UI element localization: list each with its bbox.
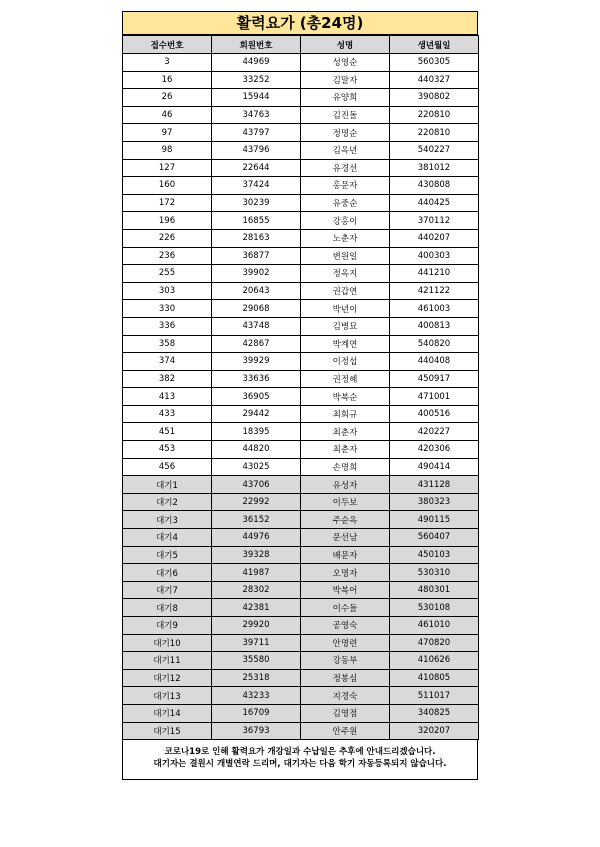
member-row bbox=[123, 89, 479, 107]
cell-member-no: 41987 bbox=[212, 564, 301, 582]
cell-name: 최춘자 bbox=[301, 441, 390, 459]
cell-birthdate: 220810 bbox=[390, 124, 479, 142]
cell-name: 유성자 bbox=[301, 476, 390, 494]
cell-birthdate: 421122 bbox=[390, 282, 479, 300]
cell-receipt-no: 330 bbox=[123, 300, 212, 318]
cell-receipt-no: 303 bbox=[123, 282, 212, 300]
waitlist-row bbox=[123, 669, 479, 687]
waitlist-row bbox=[123, 687, 479, 705]
cell-name: 문선남 bbox=[301, 529, 390, 547]
waitlist-row bbox=[123, 581, 479, 599]
cell-member-no: 39929 bbox=[212, 353, 301, 371]
cell-member-no: 22644 bbox=[212, 159, 301, 177]
cell-birthdate: 380323 bbox=[390, 493, 479, 511]
cell-member-no: 36905 bbox=[212, 388, 301, 406]
cell-member-no: 28163 bbox=[212, 229, 301, 247]
cell-birthdate: 530108 bbox=[390, 599, 479, 617]
cell-name: 최회규 bbox=[301, 405, 390, 423]
cell-name: 이수돌 bbox=[301, 599, 390, 617]
cell-name: 홍문자 bbox=[301, 177, 390, 195]
cell-name: 주순옥 bbox=[301, 511, 390, 529]
cell-name: 이두보 bbox=[301, 493, 390, 511]
waitlist-row bbox=[123, 599, 479, 617]
cell-birthdate: 490115 bbox=[390, 511, 479, 529]
cell-member-no: 30239 bbox=[212, 194, 301, 212]
cell-member-no: 18395 bbox=[212, 423, 301, 441]
cell-name: 손명희 bbox=[301, 458, 390, 476]
col-header-birthdate: 생년월일 bbox=[390, 36, 479, 54]
cell-receipt-no: 172 bbox=[123, 194, 212, 212]
member-row bbox=[123, 335, 479, 353]
cell-receipt-no: 대기13 bbox=[123, 687, 212, 705]
cell-birthdate: 450103 bbox=[390, 546, 479, 564]
cell-birthdate: 400303 bbox=[390, 247, 479, 265]
cell-name: 유양희 bbox=[301, 89, 390, 107]
cell-name: 최춘자 bbox=[301, 423, 390, 441]
cell-receipt-no: 대기3 bbox=[123, 511, 212, 529]
cell-name: 권갑연 bbox=[301, 282, 390, 300]
cell-member-no: 43233 bbox=[212, 687, 301, 705]
cell-member-no: 43797 bbox=[212, 124, 301, 142]
cell-member-no: 44969 bbox=[212, 54, 301, 72]
waitlist-row bbox=[123, 546, 479, 564]
cell-birthdate: 511017 bbox=[390, 687, 479, 705]
cell-member-no: 33636 bbox=[212, 370, 301, 388]
cell-member-no: 20643 bbox=[212, 282, 301, 300]
cell-receipt-no: 413 bbox=[123, 388, 212, 406]
cell-name: 이정섭 bbox=[301, 353, 390, 371]
cell-receipt-no: 대기5 bbox=[123, 546, 212, 564]
cell-birthdate: 540820 bbox=[390, 335, 479, 353]
member-row bbox=[123, 71, 479, 89]
cell-receipt-no: 336 bbox=[123, 317, 212, 335]
cell-name: 성영순 bbox=[301, 54, 390, 72]
cell-member-no: 39328 bbox=[212, 546, 301, 564]
cell-birthdate: 441210 bbox=[390, 265, 479, 283]
cell-name: 유중순 bbox=[301, 194, 390, 212]
member-row bbox=[123, 106, 479, 124]
cell-receipt-no: 16 bbox=[123, 71, 212, 89]
member-row bbox=[123, 458, 479, 476]
cell-member-no: 28302 bbox=[212, 581, 301, 599]
cell-name: 변원일 bbox=[301, 247, 390, 265]
cell-birthdate: 440425 bbox=[390, 194, 479, 212]
waitlist-row bbox=[123, 722, 479, 740]
cell-name: 김말자 bbox=[301, 71, 390, 89]
cell-birthdate: 560407 bbox=[390, 529, 479, 547]
cell-receipt-no: 382 bbox=[123, 370, 212, 388]
cell-receipt-no: 대기10 bbox=[123, 634, 212, 652]
cell-name: 배문자 bbox=[301, 546, 390, 564]
cell-birthdate: 560305 bbox=[390, 54, 479, 72]
cell-member-no: 29068 bbox=[212, 300, 301, 318]
cell-birthdate: 420227 bbox=[390, 423, 479, 441]
cell-receipt-no: 3 bbox=[123, 54, 212, 72]
cell-member-no: 29442 bbox=[212, 405, 301, 423]
cell-birthdate: 530310 bbox=[390, 564, 479, 582]
cell-member-no: 25318 bbox=[212, 669, 301, 687]
header-row bbox=[123, 36, 479, 54]
member-row bbox=[123, 300, 479, 318]
member-row bbox=[123, 141, 479, 159]
cell-birthdate: 461003 bbox=[390, 300, 479, 318]
cell-name: 김진돌 bbox=[301, 106, 390, 124]
roster-table bbox=[122, 35, 479, 740]
waitlist-row bbox=[123, 634, 479, 652]
cell-birthdate: 430808 bbox=[390, 177, 479, 195]
cell-member-no: 43025 bbox=[212, 458, 301, 476]
member-row bbox=[123, 159, 479, 177]
cell-name: 김영점 bbox=[301, 704, 390, 722]
cell-birthdate: 420306 bbox=[390, 441, 479, 459]
waitlist-row bbox=[123, 476, 479, 494]
cell-receipt-no: 대기6 bbox=[123, 564, 212, 582]
cell-birthdate: 340825 bbox=[390, 704, 479, 722]
cell-name: 김옥년 bbox=[301, 141, 390, 159]
member-row bbox=[123, 194, 479, 212]
member-row bbox=[123, 212, 479, 230]
cell-member-no: 22992 bbox=[212, 493, 301, 511]
member-row bbox=[123, 317, 479, 335]
cell-receipt-no: 대기4 bbox=[123, 529, 212, 547]
cell-member-no: 42867 bbox=[212, 335, 301, 353]
cell-birthdate: 410805 bbox=[390, 669, 479, 687]
cell-birthdate: 450917 bbox=[390, 370, 479, 388]
cell-member-no: 39902 bbox=[212, 265, 301, 283]
cell-member-no: 43748 bbox=[212, 317, 301, 335]
cell-name: 박복순 bbox=[301, 388, 390, 406]
cell-receipt-no: 453 bbox=[123, 441, 212, 459]
cell-receipt-no: 255 bbox=[123, 265, 212, 283]
cell-member-no: 16855 bbox=[212, 212, 301, 230]
cell-member-no: 33252 bbox=[212, 71, 301, 89]
cell-member-no: 44976 bbox=[212, 529, 301, 547]
cell-receipt-no: 226 bbox=[123, 229, 212, 247]
cell-name: 박년이 bbox=[301, 300, 390, 318]
cell-receipt-no: 196 bbox=[123, 212, 212, 230]
cell-receipt-no: 대기11 bbox=[123, 652, 212, 670]
member-row bbox=[123, 405, 479, 423]
cell-receipt-no: 26 bbox=[123, 89, 212, 107]
notice-box bbox=[122, 740, 478, 780]
cell-receipt-no: 236 bbox=[123, 247, 212, 265]
cell-birthdate: 400516 bbox=[390, 405, 479, 423]
member-row bbox=[123, 388, 479, 406]
cell-name: 강동부 bbox=[301, 652, 390, 670]
col-header-name: 성명 bbox=[301, 36, 390, 54]
waitlist-row bbox=[123, 652, 479, 670]
notice-line: 대기자는 결원시 개별연락 드리며, 대기자는 다음 학기 자동등록되지 않습니다. bbox=[153, 759, 447, 770]
cell-name: 정옥지 bbox=[301, 265, 390, 283]
cell-name: 지경숙 bbox=[301, 687, 390, 705]
cell-receipt-no: 대기8 bbox=[123, 599, 212, 617]
cell-name: 박복어 bbox=[301, 581, 390, 599]
member-row bbox=[123, 282, 479, 300]
cell-birthdate: 400813 bbox=[390, 317, 479, 335]
roster-sheet bbox=[122, 11, 478, 780]
cell-receipt-no: 127 bbox=[123, 159, 212, 177]
cell-receipt-no: 대기7 bbox=[123, 581, 212, 599]
cell-receipt-no: 대기12 bbox=[123, 669, 212, 687]
member-row bbox=[123, 423, 479, 441]
cell-receipt-no: 대기14 bbox=[123, 704, 212, 722]
cell-birthdate: 470820 bbox=[390, 634, 479, 652]
cell-receipt-no: 456 bbox=[123, 458, 212, 476]
cell-birthdate: 440207 bbox=[390, 229, 479, 247]
cell-member-no: 35580 bbox=[212, 652, 301, 670]
cell-birthdate: 370112 bbox=[390, 212, 479, 230]
waitlist-row bbox=[123, 564, 479, 582]
cell-name: 유경선 bbox=[301, 159, 390, 177]
cell-receipt-no: 374 bbox=[123, 353, 212, 371]
cell-member-no: 16709 bbox=[212, 704, 301, 722]
cell-birthdate: 220810 bbox=[390, 106, 479, 124]
cell-receipt-no: 451 bbox=[123, 423, 212, 441]
cell-receipt-no: 160 bbox=[123, 177, 212, 195]
cell-member-no: 43706 bbox=[212, 476, 301, 494]
member-row bbox=[123, 177, 479, 195]
cell-member-no: 29920 bbox=[212, 617, 301, 635]
cell-member-no: 42381 bbox=[212, 599, 301, 617]
waitlist-row bbox=[123, 493, 479, 511]
waitlist-row bbox=[123, 704, 479, 722]
cell-name: 안주원 bbox=[301, 722, 390, 740]
cell-birthdate: 480301 bbox=[390, 581, 479, 599]
cell-name: 권정혜 bbox=[301, 370, 390, 388]
cell-member-no: 34763 bbox=[212, 106, 301, 124]
cell-member-no: 39711 bbox=[212, 634, 301, 652]
cell-receipt-no: 433 bbox=[123, 405, 212, 423]
cell-name: 오명자 bbox=[301, 564, 390, 582]
cell-birthdate: 440327 bbox=[390, 71, 479, 89]
cell-name: 박계연 bbox=[301, 335, 390, 353]
cell-receipt-no: 358 bbox=[123, 335, 212, 353]
cell-receipt-no: 대기1 bbox=[123, 476, 212, 494]
cell-birthdate: 461010 bbox=[390, 617, 479, 635]
cell-receipt-no: 98 bbox=[123, 141, 212, 159]
cell-birthdate: 490414 bbox=[390, 458, 479, 476]
member-row bbox=[123, 265, 479, 283]
cell-birthdate: 440408 bbox=[390, 353, 479, 371]
cell-birthdate: 540227 bbox=[390, 141, 479, 159]
cell-receipt-no: 대기9 bbox=[123, 617, 212, 635]
cell-receipt-no: 대기2 bbox=[123, 493, 212, 511]
cell-birthdate: 471001 bbox=[390, 388, 479, 406]
sheet-title: 활력요가 (총24명) bbox=[122, 11, 478, 35]
member-row bbox=[123, 54, 479, 72]
member-row bbox=[123, 353, 479, 371]
cell-name: 노춘자 bbox=[301, 229, 390, 247]
cell-name: 공영숙 bbox=[301, 617, 390, 635]
cell-name: 정봉심 bbox=[301, 669, 390, 687]
member-row bbox=[123, 370, 479, 388]
cell-name: 안명련 bbox=[301, 634, 390, 652]
cell-birthdate: 410626 bbox=[390, 652, 479, 670]
member-row bbox=[123, 229, 479, 247]
waitlist-row bbox=[123, 511, 479, 529]
cell-name: 강홍이 bbox=[301, 212, 390, 230]
waitlist-row bbox=[123, 529, 479, 547]
cell-member-no: 15944 bbox=[212, 89, 301, 107]
cell-birthdate: 320207 bbox=[390, 722, 479, 740]
cell-receipt-no: 97 bbox=[123, 124, 212, 142]
cell-member-no: 44820 bbox=[212, 441, 301, 459]
cell-birthdate: 390802 bbox=[390, 89, 479, 107]
member-row bbox=[123, 441, 479, 459]
notice-line: 코로나19로 인해 활력요가 개강일과 수납일은 추후에 안내드리겠습니다. bbox=[164, 747, 436, 758]
cell-name: 김병묘 bbox=[301, 317, 390, 335]
cell-member-no: 36877 bbox=[212, 247, 301, 265]
cell-member-no: 37424 bbox=[212, 177, 301, 195]
cell-member-no: 43796 bbox=[212, 141, 301, 159]
cell-receipt-no: 대기15 bbox=[123, 722, 212, 740]
cell-birthdate: 381012 bbox=[390, 159, 479, 177]
cell-name: 정명순 bbox=[301, 124, 390, 142]
col-header-receipt-no: 접수번호 bbox=[123, 36, 212, 54]
cell-birthdate: 431128 bbox=[390, 476, 479, 494]
member-row bbox=[123, 124, 479, 142]
member-row bbox=[123, 247, 479, 265]
col-header-member-no: 회원번호 bbox=[212, 36, 301, 54]
waitlist-row bbox=[123, 617, 479, 635]
cell-member-no: 36152 bbox=[212, 511, 301, 529]
cell-receipt-no: 46 bbox=[123, 106, 212, 124]
cell-member-no: 36793 bbox=[212, 722, 301, 740]
